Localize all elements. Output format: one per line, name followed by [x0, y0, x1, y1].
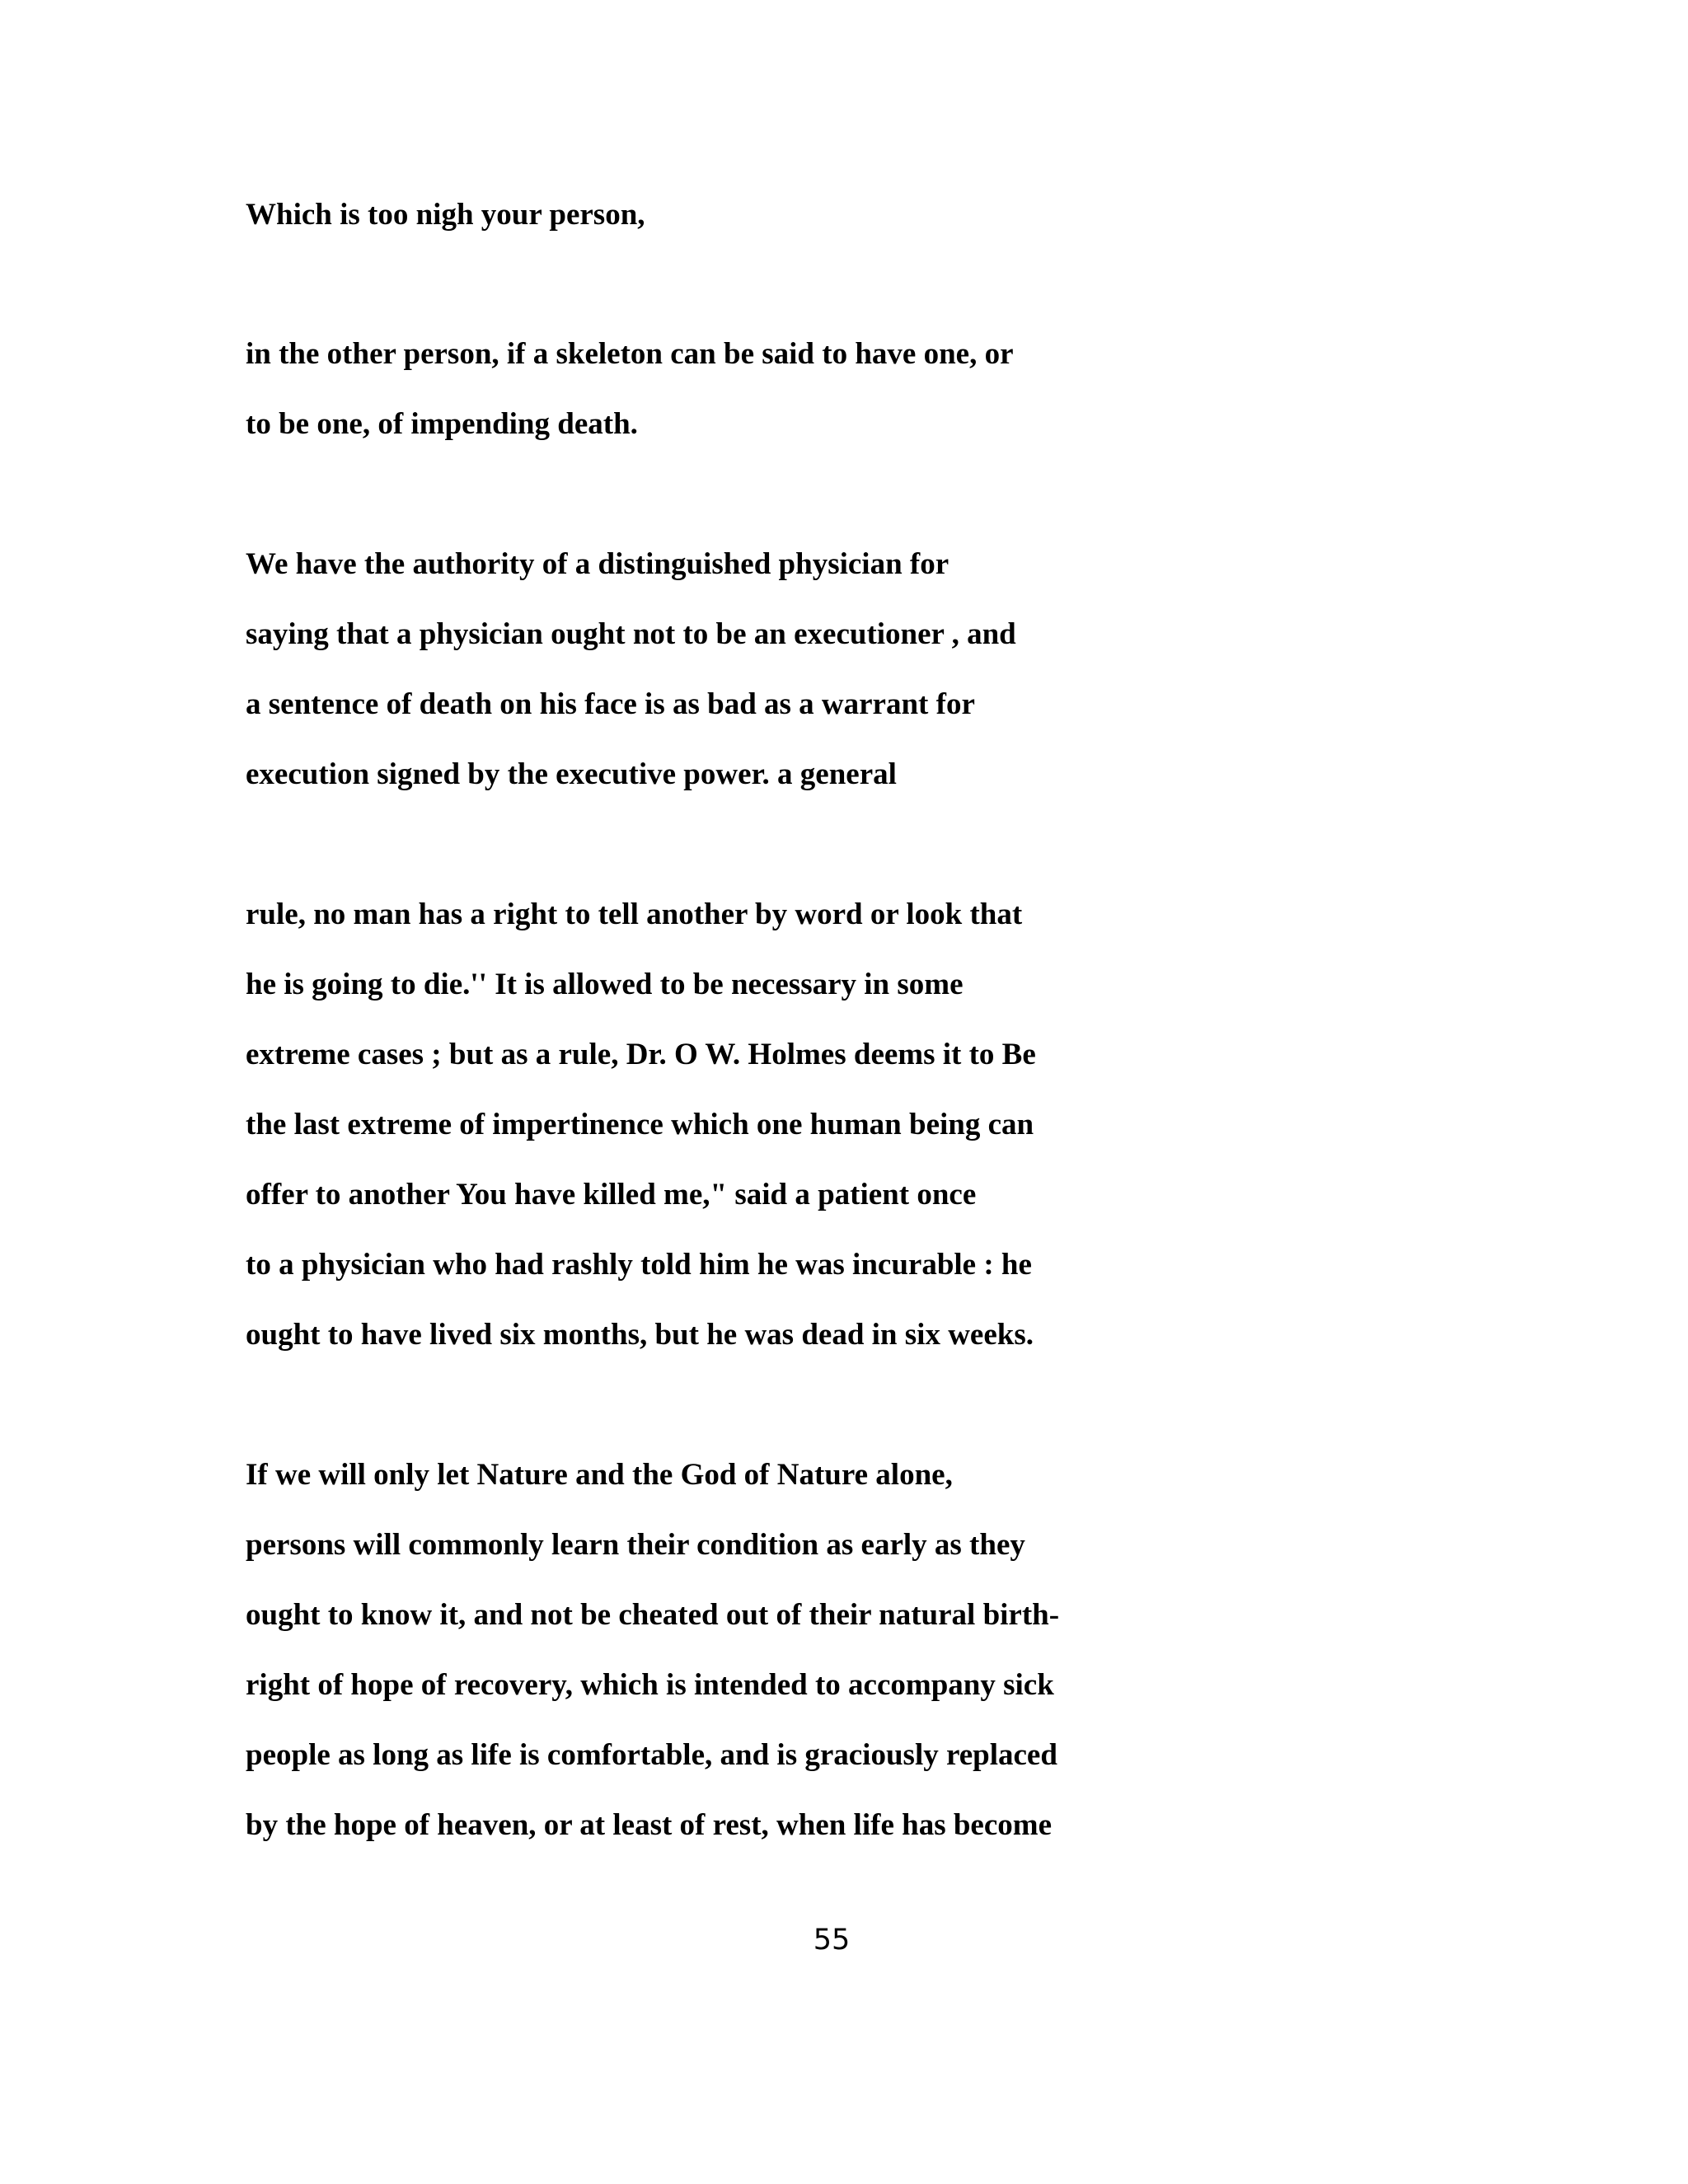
text-line: Which is too nigh your person, [246, 198, 645, 232]
text-line: extreme cases ; but as a rule, Dr. O W. Holmes deems it to Be [246, 1038, 1036, 1071]
text-line: execution signed by the executive power. a general [246, 757, 897, 791]
text-line: in the other person, if a skeleton can be said to have one, or [246, 337, 1014, 371]
page-number: 55 [813, 1924, 851, 1957]
text-line: ought to know it, and not be cheated out of their natural birth- [246, 1598, 1060, 1632]
text-line: a sentence of death on his face is as bad as a warrant for [246, 687, 975, 721]
text-line: the last extreme of impertinence which one human being can [246, 1108, 1034, 1141]
text-line: people as long as life is comfortable, and is graciously replaced [246, 1738, 1057, 1772]
text-line: he is going to die.'' It is allowed to be necessary in some [246, 968, 964, 1001]
text-line: by the hope of heaven, or at least of rest, when life has become [246, 1808, 1053, 1842]
text-line: to be one, of impending death. [246, 407, 638, 441]
text-line: right of hope of recovery, which is intended to accompany sick [246, 1668, 1054, 1702]
text-line: offer to another You have killed me," said a patient once [246, 1178, 977, 1212]
text-line: If we will only let Nature and the God of Nature alone, [246, 1458, 953, 1492]
text-line: persons will commonly learn their condition as early as they [246, 1528, 1025, 1562]
text-line: rule, no man has a right to tell another by word or look that [246, 898, 1023, 931]
text-line: to a physician who had rashly told him he was incurable : he [246, 1248, 1032, 1282]
text-line: We have the authority of a distinguished physician for [246, 547, 950, 581]
text-line: saying that a physician ought not to be an executioner , and [246, 617, 1016, 651]
text-line: ought to have lived six months, but he was dead in six weeks. [246, 1318, 1034, 1352]
